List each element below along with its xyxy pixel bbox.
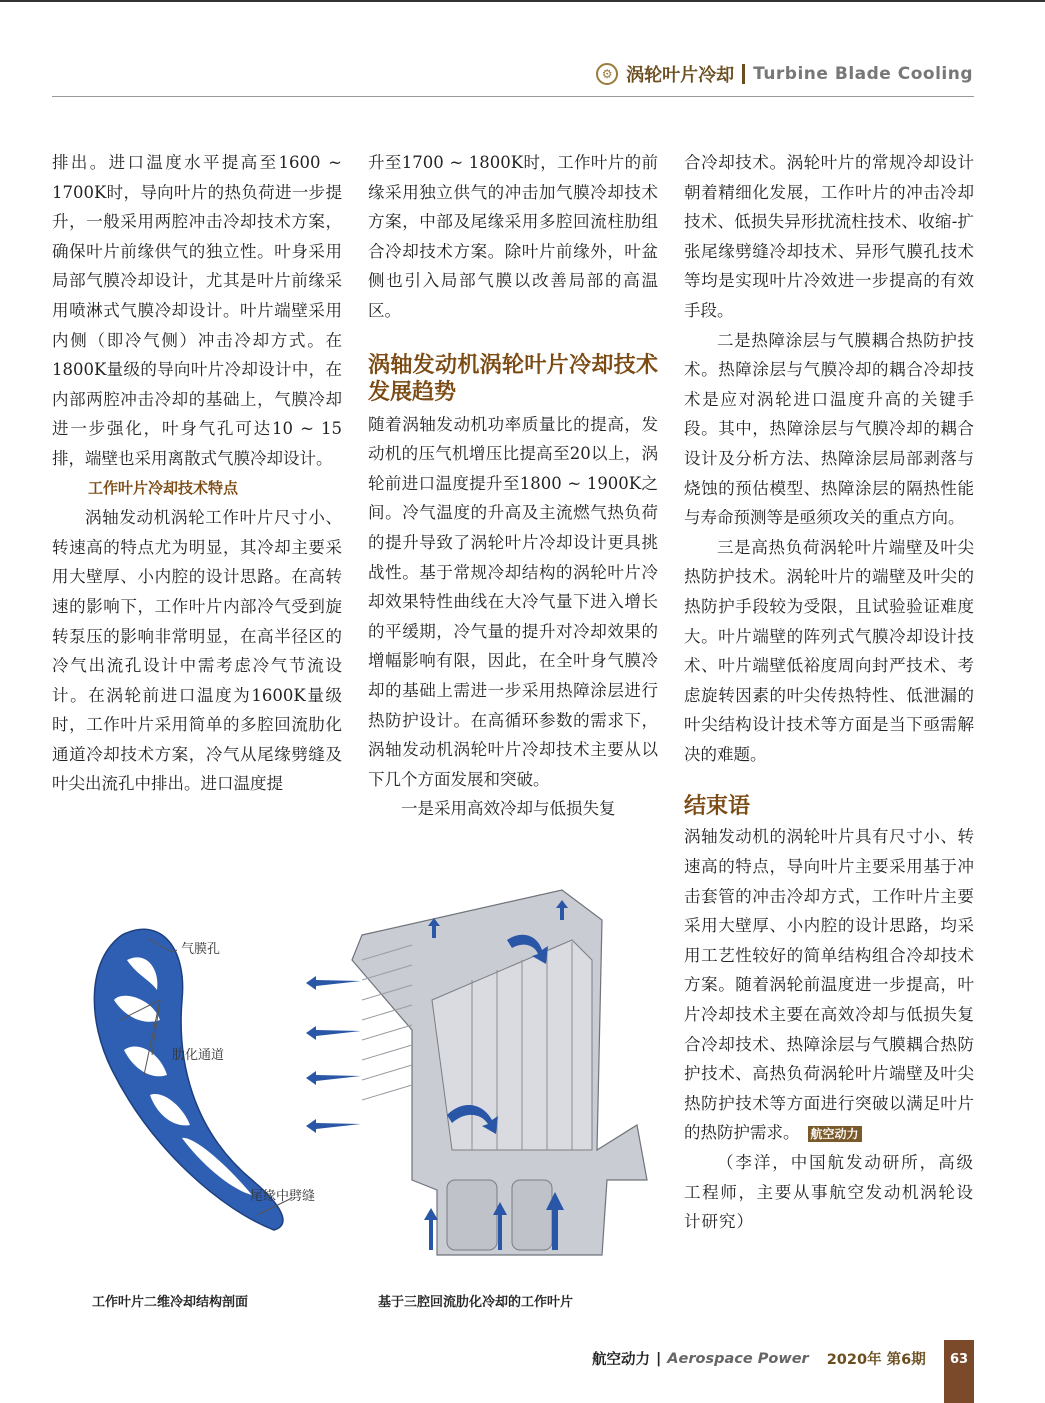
top-border xyxy=(0,0,1045,2)
figures-svg xyxy=(52,880,652,1280)
label-ribbed-channel: 肋化通道 xyxy=(172,1048,225,1063)
page-number: 63 xyxy=(944,1340,974,1403)
col3-paragraph-3: 三是高热负荷涡轮叶片端壁及叶尖热防护技术。涡轮叶片的端壁及叶尖的热防护手段较为受限，且试验验证难度大。叶片端壁的阵列式气膜冷却设计技术、叶片端壁低裕度周向封严技术、考虑旋转因素的叶尖传热特性、低泄漏的叶尖结构设计技术等方面是当下亟需解决的难题。 xyxy=(684,537,974,764)
author-note: （李洋，中国航发动研所，高级工程师，主要从事航空发动机涡轮设计研究） xyxy=(684,1153,974,1232)
footer-journal-zh: 航空动力 xyxy=(592,1352,650,1368)
footer-issue: 2020年 第6期 xyxy=(826,1352,926,1368)
label-trailing-slot: 尾缘中劈缝 xyxy=(250,1189,316,1204)
journal-badge: 航空动力 xyxy=(808,1126,862,1142)
journal-logo-icon: ⚙ xyxy=(596,63,618,85)
page-header xyxy=(596,60,973,88)
figure1-caption: 工作叶片二维冷却结构剖面 xyxy=(92,1295,249,1310)
column-2 xyxy=(368,148,658,824)
col1-paragraph-1: 排出。进口温度水平提高至1600 ~ 1700K时，导向叶片的热负荷进一步提升，一般采用两腔冲击冷却技术方案，确保叶片前缘供气的独立性。叶身采用局部气膜冷却设计，尤其是叶片前缘采用喷淋式气膜冷却设计。叶片端壁采用内侧（即冷气侧）冲击冷却方式。在1800K量级的导向叶片冷却设计中，在内部两腔冲击冷却的基础上，气膜冷却进一步强化，叶身气孔可达10 ~ 15排，端壁也采用离散式气膜冷却设计。 xyxy=(52,153,342,468)
col2-paragraph-1: 升至1700 ~ 1800K时，工作叶片的前缘采用独立供气的冲击加气膜冷却技术方案，中部及尾缘采用多腔回流柱肋组合冷却技术方案。除叶片前缘外，叶盆侧也引入局部气膜以改善局部的高温区。 xyxy=(368,153,658,320)
column-1 xyxy=(52,148,342,799)
header-separator xyxy=(742,64,745,84)
col2-paragraph-2: 随着涡轴发动机功率质量比的提高，发动机的压气机增压比提高至20以上，涡轮前进口温度提升至1800 ~ 1900K之间。冷气温度的升高及主流燃气热负荷的提升导致了涡轮叶片冷却设计更具挑战性。基于常规冷却结构的涡轮叶片冷却效果特性曲线在大冷气量下进入增长的平缓期，冷气量的提升对冷却效果的增幅影响有限，因此，在全叶身气膜冷却的基础上需进一步采用热障涂层进行热防护设计。在高循环参数的需求下，涡轴发动机涡轮叶片冷却技术主要从以下几个方面发展和突破。 xyxy=(368,414,658,789)
col1-paragraph-2: 涡轴发动机涡轮工作叶片尺寸小、转速高的特点尤为明显，其冷却主要采用大壁厚、小内腔的设计思路。在高转速的影响下，工作叶片内部冷气受到旋转泵压的影响非常明显，在高半径区的冷气出流孔设计中需考虑冷气节流设计。在涡轮前进口温度为1600K量级时，工作叶片采用简单的多腔回流肋化通道冷却技术方案，冷气从尾缘劈缝及叶尖出流孔中排出。进口温度提 xyxy=(52,508,342,794)
header-title-en: Turbine Blade Cooling xyxy=(753,64,973,84)
footer-separator: | xyxy=(656,1350,662,1367)
blade-3d-view xyxy=(306,890,647,1255)
col3-paragraph-4-text: 涡轴发动机的涡轮叶片具有尺寸小、转速高的特点，导向叶片主要采用基于冲击套管的冲击冷却方式，工作叶片主要采用大壁厚、小内腔的设计思路，均采用工艺性较好的简单结构组合冷却技术方案。随着涡轮前温度进一步提高，叶片冷却技术主要在高效冷却与低损失复合冷却技术、热障涂层与气膜耦合热防护技术、高热负荷涡轮叶片端壁及叶尖热防护技术等方面进行突破以满足叶片的热防护需求。 xyxy=(684,827,974,1143)
column-3 xyxy=(684,148,974,1237)
header-title-zh: 涡轮叶片冷却 xyxy=(626,65,735,86)
page-footer xyxy=(592,1348,926,1369)
col2-section-title: 涡轴发动机涡轮叶片冷却技术发展趋势 xyxy=(368,352,658,405)
header-rule xyxy=(52,96,974,97)
figure2-caption: 基于三腔回流肋化冷却的工作叶片 xyxy=(378,1295,574,1310)
footer-journal-en: Aerospace Power xyxy=(667,1350,809,1367)
col1-subheading: 工作叶片冷却技术特点 xyxy=(88,478,239,497)
col3-paragraph-2: 二是热障涂层与气膜耦合热防护技术。热障涂层与气膜冷却的耦合冷却技术是应对涡轮进口温度升高的关键手段。其中，热障涂层与气膜冷却的耦合设计及分析方法、热障涂层局部剥落与烧蚀的预估模型、热障涂层的隔热性能与寿命预测等是亟须攻关的重点方向。 xyxy=(684,330,974,528)
col2-paragraph-3: 一是采用高效冷却与低损失复 xyxy=(401,799,616,819)
col3-paragraph-4 xyxy=(684,822,974,1148)
col3-section-title: 结束语 xyxy=(684,794,751,820)
label-film-holes: 气膜孔 xyxy=(181,942,221,957)
col3-paragraph-1: 合冷却技术。涡轮叶片的常规冷却设计朝着精细化发展，工作叶片的冲击冷却技术、低损失异形扰流柱技术、收缩-扩张尾缘劈缝冷却技术、异形气膜孔技术等均是实现叶片冷效进一步提高的有效手段。 xyxy=(684,153,974,320)
